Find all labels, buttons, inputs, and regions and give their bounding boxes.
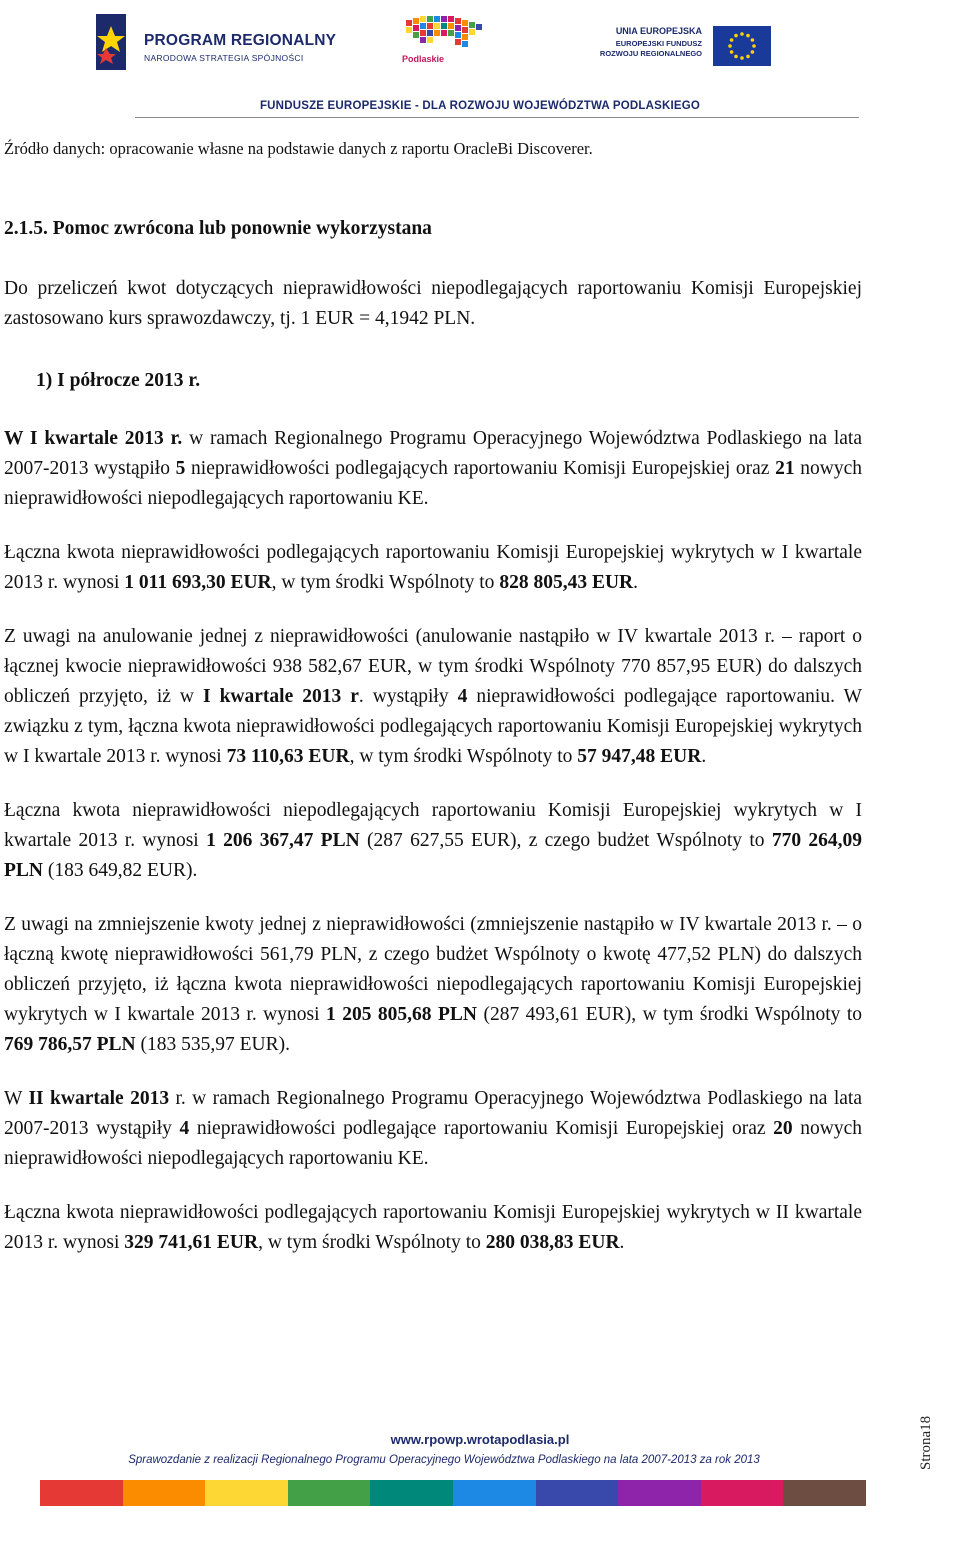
footer-strip-segment (536, 1480, 619, 1506)
program-regionalny-logo (92, 12, 337, 74)
q1-paragraph-2: Łączna kwota nieprawidłowości podlegających raportowaniu Komisji Europejskiej wykrytych w I kwartale 2013 r. wynosi 1 011 693,30 EUR, w tym środki Wspólnoty to 828 805,43 EUR. (4, 542, 862, 593)
q1-lead: W I kwartale 2013 r. (4, 428, 183, 449)
program-subtitle: NARODOWA STRATEGIA SPÓJNOŚCI (144, 53, 304, 63)
source-note: Źródło danych: opracowanie własne na podstawie danych z raportu OracleBi Discoverer. (4, 139, 593, 158)
footer-strip-segment (40, 1480, 123, 1506)
footer-report-title: Sprawozdanie z realizacji Regionalnego Programu Operacyjnego Województwa Podlaskiego na lata 2007-2013 za rok 2013 (128, 1454, 760, 1466)
eu-logo (599, 24, 774, 70)
star-logo-icon (92, 12, 132, 72)
header-divider (135, 117, 859, 118)
bison-mosaic-icon (398, 14, 498, 54)
intro-paragraph: Do przeliczeń kwot dotyczących nieprawidłowości niepodlegających raportowaniu Komisji Europejskiej zastosowano kurs sprawozdawczy, tj. 1 EUR = 4,1942 PLN. (4, 278, 862, 329)
footer-strip-segment (783, 1480, 866, 1506)
eu-line-3: ROZWOJU REGIONALNEGO (599, 49, 702, 58)
footer-strip-segment (205, 1480, 288, 1506)
q1-paragraph-5: Z uwagi na zmniejszenie kwoty jednej z nieprawidłowości (zmniejszenie nastąpiło w IV kwartale 2013 r. – o łączną kwotę nieprawidłowości 561,79 PLN, z czego budżet Wspólnoty o kwotę 477,52 PLN) do dalszych obliczeń przyjęto, iż łączna kwota nieprawidłowości niepodlegających raportowaniu Komisji Europejskiej wykrytych w I kwartale 2013 r. wynosi 1 205 805,68 PLN (287 493,61 EUR), w tym środki Wspólnoty to 769 786,57 PLN (183 535,97 EUR). (4, 914, 863, 1055)
podlaskie-label: Podlaskie (402, 54, 445, 64)
podlaskie-logo (398, 14, 498, 70)
footer-strip-segment (618, 1480, 701, 1506)
funds-banner: FUNDUSZE EUROPEJSKIE - DLA ROZWOJU WOJEWÓDZTWA PODLASKIEGO (259, 100, 701, 112)
footer-color-strip (40, 1480, 866, 1506)
page-header (0, 0, 960, 122)
q2-paragraph-1: W II kwartale 2013 r. w ramach Regionalnego Programu Operacyjnego Województwa Podlaskiego na lata 2007-2013 wystąpiły 4 nieprawidłowości podlegające raportowaniu Komisji Europejskiej oraz 20 nowych nieprawidłowości niepodlegających raportowaniu KE. (4, 1088, 862, 1169)
page-number: Strona18 (918, 1415, 934, 1470)
footer-strip-segment (453, 1480, 536, 1506)
footer-strip-segment (701, 1480, 784, 1506)
program-title: PROGRAM REGIONALNY (144, 32, 337, 49)
q1-paragraph-4: Łączna kwota nieprawidłowości niepodlegających raportowaniu Komisji Europejskiej wykrytych w I kwartale 2013 r. wynosi 1 206 367,47 PLN (287 627,55 EUR), z czego budżet Wspólnoty to 770 264,09 PLN (183 649,82 EUR). (4, 800, 863, 881)
footer-url: www.rpowp.wrotapodlasia.pl (390, 1432, 570, 1447)
q2-lead: II kwartale 2013 (28, 1088, 170, 1109)
q1-paragraph-3: Z uwagi na anulowanie jednej z nieprawidłowości (anulowanie nastąpiło w IV kwartale 2013 r. – raport o łącznej kwocie nieprawidłowości 938 582,67 EUR, w tym środki Wspólnoty 770 857,95 EUR) do dalszych obliczeń przyjęto, iż w I kwartale 2013 r. wystąpiły 4 nieprawidłowości podlegające raportowaniu. W związku z tym, łączna kwota nieprawidłowości podlegających raportowaniu Komisji Europejskiej wykrytych w I kwartale 2013 r. wynosi 73 110,63 EUR, w tym środki Wspólnoty to 57 947,48 EUR. (4, 626, 862, 767)
eu-line-2: EUROPEJSKI FUNDUSZ (615, 39, 702, 48)
page-footer (0, 1420, 960, 1510)
document-body (4, 138, 862, 1258)
eu-line-1: UNIA EUROPEJSKA (615, 26, 702, 36)
footer-strip-segment (370, 1480, 453, 1506)
q2-paragraph-2: Łączna kwota nieprawidłowości podlegających raportowaniu Komisji Europejskiej wykrytych w II kwartale 2013 r. wynosi 329 741,61 EUR, w tym środki Wspólnoty to 280 038,83 EUR. (4, 1202, 862, 1253)
q1-paragraph-1: W I kwartale 2013 r. w ramach Regionalnego Programu Operacyjnego Województwa Podlaskiego na lata 2007-2013 wystąpiło 5 nieprawidłowości podlegających raportowaniu Komisji Europejskiej oraz 21 nowych nieprawidłowości niepodlegających raportowaniu KE. (4, 428, 862, 509)
subheading-h1-2013: 1) I półrocze 2013 r. (36, 370, 201, 391)
footer-strip-segment (123, 1480, 206, 1506)
eu-flag-icon (713, 26, 771, 66)
footer-strip-segment (288, 1480, 371, 1506)
section-heading: 2.1.5. Pomoc zwrócona lub ponownie wykorzystana (4, 218, 432, 239)
